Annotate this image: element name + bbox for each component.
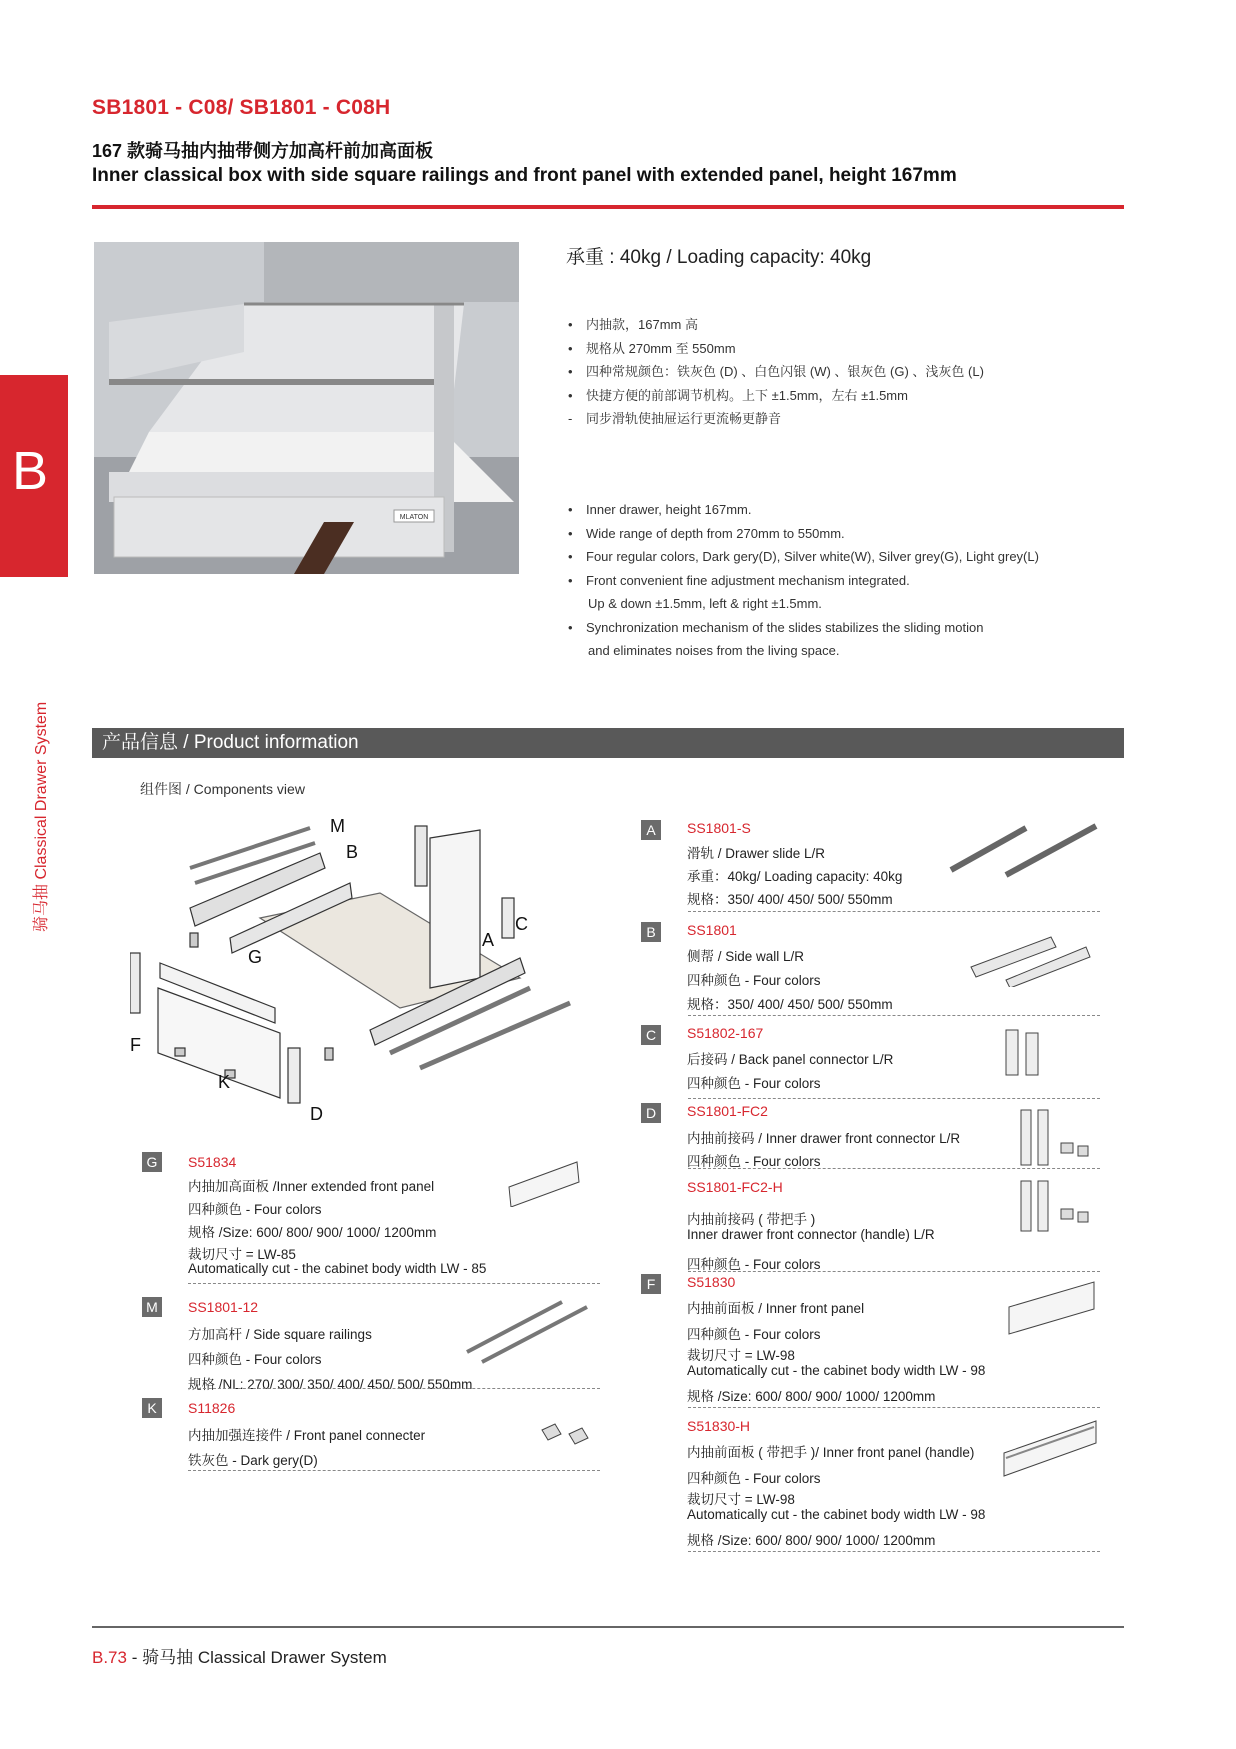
feature-item: • Front convenient fine adjustment mechanism integrated.: [566, 569, 1039, 593]
item-line: Automatically cut - the cabinet body width LW - 98: [687, 1507, 986, 1522]
side-wall-icon: [966, 932, 1096, 987]
component-item-a: [641, 820, 1101, 910]
feature-item: • Inner drawer, height 167mm.: [566, 498, 1039, 522]
component-item-f-handle: [641, 1418, 1101, 1548]
item-code: S11826: [188, 1400, 236, 1416]
divider: [188, 1388, 600, 1389]
item-line: 滑轨 / Drawer slide L/R: [687, 846, 826, 861]
feature-item: • Wide range of depth from 270mm to 550mm.: [566, 522, 1039, 546]
item-code: S51834: [188, 1154, 237, 1170]
diagram-label-k: K: [218, 1072, 231, 1092]
item-tag: D: [641, 1103, 661, 1123]
item-line: 内抽前面板 ( 带把手 )/ Inner front panel (handle): [687, 1445, 975, 1460]
feature-item: • 内抽款，167mm 高: [566, 313, 984, 337]
loading-capacity: 承重 : 40kg / Loading capacity: 40kg: [566, 247, 872, 268]
drawer-photo-illustration: [94, 242, 519, 574]
front-panel-icon: [1006, 1279, 1101, 1339]
divider: [688, 1015, 1100, 1016]
divider: [188, 1470, 600, 1471]
footer-text: 骑马抽 Classical Drawer System: [142, 1648, 387, 1667]
item-line: Automatically cut - the cabinet body width LW - 98: [687, 1363, 986, 1378]
item-line: 四种颜色 - Four colors: [687, 1154, 821, 1169]
component-item-d: [641, 1103, 1101, 1173]
item-line: 裁切尺寸 = LW-98: [687, 1348, 795, 1363]
item-line: 四种颜色 - Four colors: [687, 1076, 821, 1091]
model-title: SB1801 - C08/ SB1801 - C08H: [92, 96, 391, 119]
feature-item: • 快捷方便的前部调节机构。上下 ±1.5mm，左右 ±1.5mm: [566, 384, 984, 408]
feature-item: and eliminates noises from the living space.: [588, 643, 840, 658]
component-item-d-handle: [641, 1179, 1101, 1272]
item-code: SS1801-S: [687, 820, 751, 836]
item-tag: C: [641, 1025, 661, 1045]
item-line: 规格 /Size: 600/ 800/ 900/ 1000/ 1200mm: [687, 1389, 936, 1404]
footer-separator: -: [126, 1648, 143, 1667]
item-code: SS1801-12: [188, 1299, 259, 1315]
product-info-header: 产品信息 / Product information: [92, 728, 1124, 758]
item-line: 裁切尺寸 = LW-98: [687, 1492, 795, 1507]
item-line: Inner drawer front connector (handle) L/R: [687, 1227, 935, 1242]
item-tag: M: [142, 1297, 162, 1317]
feature-item: - 同步滑轨使抽屉运行更流畅更静音: [566, 407, 984, 431]
diagram-label-d: D: [310, 1104, 323, 1124]
component-item-m: [142, 1297, 602, 1392]
title-divider: [92, 205, 1124, 209]
item-line: 四种颜色 - Four colors: [687, 1327, 821, 1342]
front-connector-icon: [1016, 1108, 1096, 1168]
item-line: 规格：350/ 400/ 450/ 500/ 550mm: [687, 997, 893, 1012]
item-line: 规格：350/ 400/ 450/ 500/ 550mm: [687, 892, 893, 907]
component-item-g: [142, 1152, 602, 1282]
diagram-label-f: F: [130, 1035, 141, 1055]
item-line: 四种颜色 - Four colors: [687, 1471, 821, 1486]
item-code: SS1801: [687, 922, 737, 938]
item-line: 内抽前接码 ( 带把手 ): [687, 1212, 816, 1227]
item-line: 方加高杆 / Side square railings: [188, 1327, 372, 1342]
feature-item: Up & down ±1.5mm, left & right ±1.5mm.: [588, 596, 822, 611]
feature-item: • 规格从 270mm 至 550mm: [566, 337, 984, 361]
feature-item: • Synchronization mechanism of the slides stabilizes the sliding motion: [566, 616, 1039, 640]
item-code: S51802-167: [687, 1025, 764, 1041]
item-line: 侧帮 / Side wall L/R: [687, 949, 805, 964]
item-code: SS1801-FC2-H: [687, 1179, 783, 1195]
component-item-k: [142, 1398, 602, 1468]
divider: [688, 911, 1100, 912]
railings-icon: [462, 1297, 592, 1367]
item-tag: F: [641, 1274, 661, 1294]
divider: [688, 1168, 1100, 1169]
divider: [688, 1098, 1100, 1099]
item-line: 四种颜色 - Four colors: [687, 1257, 821, 1272]
item-tag: B: [641, 922, 661, 942]
features-chinese: [566, 313, 984, 431]
diagram-label-m: M: [330, 816, 345, 836]
item-line: 四种颜色 - Four colors: [687, 973, 821, 988]
components-exploded-diagram: [130, 808, 610, 1138]
front-panel-handle-icon: [1001, 1418, 1101, 1483]
item-line: 内抽前面板 / Inner front panel: [687, 1301, 865, 1316]
title-english: Inner classical box with side square railings and front panel with extended panel, height 167mm: [92, 165, 957, 186]
component-item-c: [641, 1025, 1101, 1095]
component-item-b: [641, 922, 1101, 1012]
diagram-label-c: C: [515, 914, 528, 934]
item-line: 内抽前接码 / Inner drawer front connector L/R: [687, 1131, 961, 1146]
item-tag: A: [641, 820, 661, 840]
drawer-slide-icon: [946, 820, 1101, 880]
item-line: 内抽加高面板 /Inner extended front panel: [188, 1179, 435, 1194]
item-code: S51830-H: [687, 1418, 751, 1434]
item-line: 承重：40kg/ Loading capacity: 40kg: [687, 869, 903, 884]
item-line: 四种颜色 - Four colors: [188, 1352, 322, 1367]
item-line: Automatically cut - the cabinet body width LW - 85: [188, 1261, 487, 1276]
divider: [688, 1407, 1100, 1408]
brand-label: MLATON: [399, 514, 429, 521]
section-side-label: 骑马抽 Classical Drawer System: [33, 701, 50, 932]
feature-item: • Four regular colors, Dark gery(D), Silver white(W), Silver grey(G), Light grey(L): [566, 545, 1039, 569]
footer-divider: [92, 1626, 1124, 1628]
diagram-label-a: A: [482, 930, 495, 950]
extended-panel-icon: [507, 1157, 582, 1207]
connector-icon: [537, 1420, 597, 1450]
item-line: 规格 /Size: 600/ 800/ 900/ 1000/ 1200mm: [687, 1533, 936, 1548]
diagram-label-b: B: [346, 842, 359, 862]
title-chinese: 167 款骑马抽内抽带侧方加高杆前加高面板: [92, 141, 434, 161]
front-connector-handle-icon: [1016, 1179, 1096, 1239]
item-line: 后接码 / Back panel connector L/R: [687, 1052, 894, 1067]
item-line: 裁切尺寸 = LW-85: [188, 1247, 296, 1262]
back-connector-icon: [1001, 1025, 1051, 1080]
divider: [188, 1283, 600, 1284]
item-code: SS1801-FC2: [687, 1103, 768, 1119]
item-line: 铁灰色 - Dark gery(D): [188, 1453, 318, 1468]
item-line: 规格 /NL: 270/ 300/ 350/ 400/ 450/ 500/ 550mm: [188, 1377, 473, 1392]
page-number: B.73: [92, 1648, 127, 1667]
item-line: 四种颜色 - Four colors: [188, 1202, 322, 1217]
item-code: S51830: [687, 1274, 736, 1290]
feature-item: • 四种常规颜色：铁灰色 (D) 、白色闪银 (W) 、银灰色 (G) 、浅灰色 (L): [566, 360, 984, 384]
item-tag: G: [142, 1152, 162, 1172]
component-item-f: [641, 1274, 1101, 1404]
footer: [92, 1643, 387, 1668]
product-photo: [94, 242, 519, 574]
section-letter: B: [12, 441, 49, 501]
components-view-label: 组件图 / Components view: [140, 781, 305, 797]
features-english: [566, 498, 1039, 663]
item-line: 内抽加强连接件 / Front panel connecter: [188, 1428, 426, 1443]
diagram-label-g: G: [248, 947, 263, 967]
item-line: 规格 /Size: 600/ 800/ 900/ 1000/ 1200mm: [188, 1225, 437, 1240]
item-tag: K: [142, 1398, 162, 1418]
divider: [688, 1271, 1100, 1272]
divider: [688, 1551, 1100, 1552]
